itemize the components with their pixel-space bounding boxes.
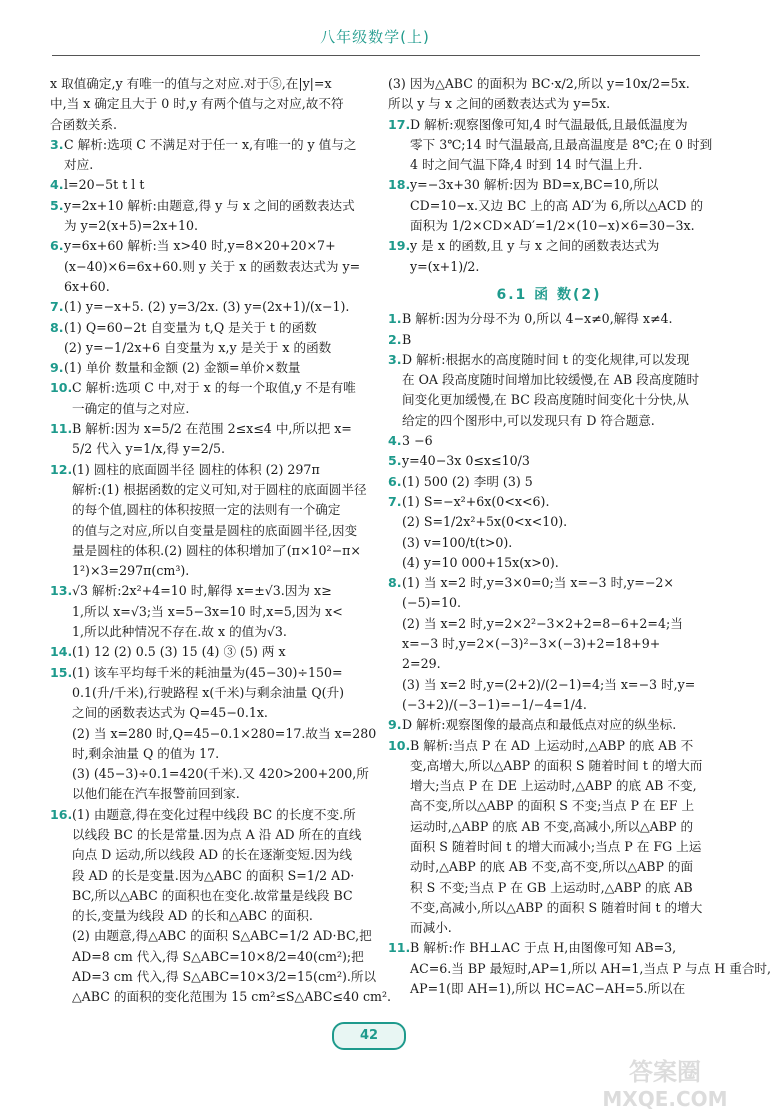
answer-line: 零下 3℃;14 时气温最高,且最高温度是 8℃;在 0 时到 bbox=[410, 136, 713, 152]
item-number: 7. bbox=[50, 299, 64, 315]
item-number: 8. bbox=[388, 575, 402, 591]
answer-line: 动时,△ABP 的底 AB 不变,高不变,所以△ABP 的面 bbox=[410, 859, 694, 875]
answer-item bbox=[50, 175, 378, 195]
page-header bbox=[0, 0, 750, 70]
answer-line: D 解析:根据水的高度随时间 t 的变化规律,可以发现 bbox=[402, 351, 690, 367]
svg-text:MXQE.COM: MXQE.COM bbox=[602, 1087, 728, 1111]
answer-line: (1) 500 (2) 李明 (3) 5 bbox=[402, 473, 533, 489]
section-heading: 6.1 函 数(2) bbox=[496, 286, 602, 303]
answer-line: 增大;当点 P 在 DE 上运动时,△ABP 的底 AB 不变, bbox=[410, 778, 697, 794]
answer-item bbox=[50, 581, 378, 642]
answer-line: 不变,高减小,所以△ABP 的面积 S 随着时间 t 的增大 bbox=[410, 899, 703, 915]
answer-line: (4) y=10 000+15x(x>0). bbox=[402, 554, 559, 570]
header-title: 八年级数学(上) bbox=[320, 28, 430, 46]
answer-line: 向点 D 运动,所以线段 AD 的长在逐渐变短.因为线 bbox=[72, 847, 352, 863]
item-number: 5. bbox=[50, 197, 64, 213]
svg-text:答案圈: 答案圈 bbox=[629, 1058, 701, 1086]
answer-line: CD=10−x.又边 BC 上的高 AD′为 6,所以△ACD 的 bbox=[410, 197, 704, 213]
answer-line: (−5)=10. bbox=[402, 595, 461, 611]
answer-line: 为 y=2(x+5)=2x+10. bbox=[64, 218, 199, 234]
item-number: 16. bbox=[50, 806, 73, 822]
answer-item bbox=[50, 297, 378, 317]
answer-item bbox=[388, 330, 710, 350]
watermark-logo bbox=[590, 1052, 740, 1112]
answer-line: 的每个值,圆柱的体积按照一定的法则有一个确定 bbox=[72, 502, 341, 518]
answer-line: B bbox=[402, 331, 412, 347]
answer-line: y=(x+1)/2. bbox=[410, 258, 480, 274]
answer-line: (1) 由题意,得在变化过程中线段 BC 的长度不变.所 bbox=[72, 806, 356, 822]
item-number: 11. bbox=[50, 421, 73, 437]
answer-line: 而减小. bbox=[410, 920, 452, 936]
answer-item bbox=[50, 460, 378, 582]
answer-line: 面积为 1/2×CD×AD′=1/2×(10−x)×6=30−3x. bbox=[410, 218, 695, 234]
answer-line: (3) 当 x=2 时,y=(2+2)/(2−1)=4;当 x=−3 时,y= bbox=[402, 676, 696, 692]
answer-line: (2) y=−1/2x+6 自变量为 x,y 是关于 x 的函数 bbox=[64, 339, 332, 355]
answer-item bbox=[50, 663, 378, 805]
item-number: 10. bbox=[50, 380, 73, 396]
item-number: 12. bbox=[50, 461, 73, 477]
answer-line: 在 OA 段高度随时间增加比较缓慢,在 AB 段高度随时 bbox=[402, 372, 700, 388]
answer-item bbox=[50, 805, 392, 1008]
answer-line: 对应. bbox=[64, 157, 94, 173]
item-number: 9. bbox=[50, 360, 64, 376]
answer-item bbox=[50, 236, 378, 297]
answer-item bbox=[50, 358, 378, 378]
answer-item bbox=[50, 642, 378, 662]
answer-item bbox=[388, 175, 710, 236]
item-number: 9. bbox=[388, 717, 402, 733]
answer-line: AD=3 cm 代入,得 S△ABC=10×3/2=15(cm²).所以 bbox=[72, 969, 377, 985]
answer-line: 以线段 BC 的长是常量.因为点 A 沿 AD 所在的直线 bbox=[72, 826, 362, 842]
answer-item bbox=[388, 938, 771, 999]
answer-line: 运动时,△ABP 的底 AB 不变,高减小,所以△ABP 的 bbox=[410, 818, 694, 834]
answer-item bbox=[388, 309, 710, 329]
answer-line: x=−3 时,y=2×(−3)²−3×(−3)+2=18+9+ bbox=[402, 636, 661, 652]
page-number: 42 bbox=[332, 1022, 406, 1050]
answer-line: 以他们能在汽车报警前回到家. bbox=[72, 786, 240, 802]
answer-line: 合函数关系. bbox=[50, 116, 117, 132]
answer-line: (−3+2)/(−3−1)=−1/−4=1/4. bbox=[402, 696, 587, 712]
item-number: 14. bbox=[50, 644, 73, 660]
answer-item bbox=[388, 573, 710, 715]
answer-line: AC=6.当 BP 最短时,AP=1,所以 AH=1,当点 P 与点 H 重合时, bbox=[410, 960, 771, 976]
answer-line: (1) 该车平均每千米的耗油量为(45−30)÷150= bbox=[72, 664, 343, 680]
answer-line: B 解析:因为分母不为 0,所以 4−x≠0,解得 x≠4. bbox=[402, 311, 673, 327]
answer-line: 中,当 x 确定且大于 0 时,y 有两个值与之对应,故不符 bbox=[50, 96, 344, 112]
answer-line: l=20−5t t l t bbox=[64, 177, 145, 193]
answer-line: 量是圆柱的体积.(2) 圆柱的体积增加了(π×10²−π× bbox=[72, 542, 361, 558]
item-number: 3. bbox=[50, 136, 64, 152]
answer-line: (3) 因为△ABC 的面积为 BC·x/2,所以 y=10x/2=5x. bbox=[388, 76, 690, 91]
answer-line: 4 时之间气温下降,4 时到 14 时气温上升. bbox=[410, 157, 643, 173]
answer-line: (3) (45−3)÷0.1=420(千米).又 420>200+200,所 bbox=[72, 766, 369, 782]
answer-line: 的值与之对应,所以自变量是圆柱的底面圆半径,因变 bbox=[72, 522, 358, 538]
answer-line: x 取值确定,y 有唯一的值与之对应.对于⑤,在|y|=x bbox=[50, 76, 332, 91]
answer-line: B 解析:当点 P 在 AD 上运动时,△ABP 的底 AB 不 bbox=[410, 737, 694, 753]
answer-item bbox=[388, 492, 710, 573]
answer-line: C 解析:选项 C 中,对于 x 的每一个取值,y 不是有唯 bbox=[72, 380, 356, 396]
answer-line: (1) y=−x+5. (2) y=3/2x. (3) y=(2x+1)/(x−1). bbox=[64, 299, 350, 315]
answer-line: 高不变,所以△ABP 的面积 S 不变;当点 P 在 EF 上 bbox=[410, 798, 695, 814]
answer-line: 给定的四个图形中,可以发现只有 D 符合题意. bbox=[402, 412, 655, 428]
answer-line: 1,所以此种情况不存在.故 x 的值为√3. bbox=[72, 624, 287, 640]
answer-line: 2=29. bbox=[402, 656, 441, 672]
header-rule bbox=[52, 55, 700, 56]
item-number: 18. bbox=[388, 177, 411, 193]
answer-line: AD=8 cm 代入,得 S△ABC=10×8/2=40(cm²);把 bbox=[72, 948, 364, 964]
answer-item bbox=[50, 135, 378, 176]
item-number: 7. bbox=[388, 493, 402, 509]
answer-line: 一确定的值与之对应. bbox=[72, 400, 190, 416]
answer-line: 段 AD 的长是变量.因为△ABC 的面积 S=1/2 AD· bbox=[72, 867, 355, 883]
item-number: 10. bbox=[388, 737, 411, 753]
answer-line: AP=1(即 AH=1),所以 HC=AC−AH=5.所以在 bbox=[410, 981, 686, 997]
answer-line: y=40−3x 0≤x≤10/3 bbox=[402, 453, 530, 469]
answer-line: √3 解析:2x²+4=10 时,解得 x=±√3.因为 x≥ bbox=[72, 583, 332, 599]
item-number: 6. bbox=[50, 238, 64, 254]
answer-item bbox=[50, 74, 378, 135]
answer-line: 面积 S 随着时间 t 的增大而减小;当点 P 在 FG 上运 bbox=[410, 838, 702, 854]
item-number: 6. bbox=[388, 473, 402, 489]
answer-line: 变,高增大,所以△ABP 的面积 S 随着时间 t 的增大而 bbox=[410, 757, 703, 773]
answer-line: 1,所以 x=√3;当 x=5−3x=10 时,x=5,因为 x< bbox=[72, 603, 343, 619]
item-number: 13. bbox=[50, 583, 73, 599]
item-number: 4. bbox=[50, 177, 64, 193]
answer-line: 5/2 代入 y=1/x,得 y=2/5. bbox=[72, 441, 226, 457]
answer-line: C 解析:选项 C 不满足对于任一 x,有唯一的 y 值与之 bbox=[64, 136, 357, 152]
answer-line: (3) v=100/t(t>0). bbox=[402, 534, 513, 550]
item-number: 3. bbox=[388, 351, 402, 367]
item-number: 15. bbox=[50, 664, 73, 680]
answer-line: BC,所以△ABC 的面积也在变化.故常量是线段 BC bbox=[72, 887, 353, 903]
item-number: 8. bbox=[50, 319, 64, 335]
right-column bbox=[388, 74, 771, 999]
answer-line: 所以 y 与 x 之间的函数表达式为 y=5x. bbox=[388, 96, 611, 112]
item-number: 11. bbox=[388, 940, 411, 956]
answer-line: y=6x+60 解析:当 x>40 时,y=8×20+20×7+ bbox=[64, 238, 336, 254]
answer-line: D 解析:观察图像的最高点和最低点对应的纵坐标. bbox=[402, 717, 677, 733]
answer-line: (1) S=−x²+6x(0<x<6). bbox=[402, 493, 550, 509]
answer-line: 0.1(升/千米),行驶路程 x(千米)与剩余油量 Q(升) bbox=[72, 684, 345, 700]
answer-line: (1) Q=60−2t 自变量为 t,Q 是关于 t 的函数 bbox=[64, 319, 317, 335]
answer-line: (x−40)×6=6x+60.则 y 关于 x 的函数表达式为 y= bbox=[64, 258, 361, 274]
item-number: 4. bbox=[388, 433, 402, 449]
answer-line: y=2x+10 解析:由题意,得 y 与 x 之间的函数表达式 bbox=[64, 197, 355, 213]
answer-line: 时,剩余油量 Q 的值为 17. bbox=[72, 745, 220, 761]
answer-line: (2) 当 x=2 时,y=2×2²−3×2+2=8−6+2=4;当 bbox=[402, 615, 683, 631]
answer-line: 解析:(1) 根据函数的定义可知,对于圆柱的底面圆半径 bbox=[72, 481, 367, 497]
answer-line: (1) 当 x=2 时,y=3×0=0;当 x=−3 时,y=−2× bbox=[402, 575, 674, 591]
answer-line: (1) 12 (2) 0.5 (3) 15 (4) ③ (5) 两 x bbox=[72, 644, 286, 660]
answer-item bbox=[50, 318, 378, 359]
answer-item bbox=[388, 451, 710, 471]
answer-item bbox=[388, 736, 710, 939]
answer-line: B 解析:因为 x=5/2 在范围 2≤x≤4 中,所以把 x= bbox=[72, 421, 352, 437]
answer-line: (1) 圆柱的底面圆半径 圆柱的体积 (2) 297π bbox=[72, 461, 320, 477]
item-number: 19. bbox=[388, 238, 411, 254]
answer-line: 1²)×3=297π(cm³). bbox=[72, 563, 190, 579]
answer-line: (2) S=1/2x²+5x(0<x<10). bbox=[402, 514, 568, 530]
answer-item bbox=[388, 431, 710, 451]
item-number: 5. bbox=[388, 453, 402, 469]
answer-line: (2) 由题意,得△ABC 的面积 S△ABC=1/2 AD·BC,把 bbox=[72, 928, 372, 944]
answer-line: y=−3x+30 解析:因为 BD=x,BC=10,所以 bbox=[410, 177, 659, 193]
answer-line: 间变化更加缓慢,在 BC 段高度随时间变化十分快,从 bbox=[402, 392, 690, 408]
answer-line: B 解析:作 BH⊥AC 于点 H,由图像可知 AB=3, bbox=[410, 940, 677, 956]
item-number: 17. bbox=[388, 116, 411, 132]
answer-line: △ABC 的面积的变化范围为 15 cm²≤S△ABC≤40 cm². bbox=[72, 989, 392, 1005]
answer-item bbox=[388, 115, 713, 176]
answer-line: 3 −6 bbox=[402, 433, 433, 449]
answer-line: 6x+60. bbox=[64, 278, 110, 294]
answer-line: (2) 当 x=280 时,Q=45−0.1×280=17.故当 x=280 bbox=[72, 725, 377, 741]
answer-item bbox=[50, 196, 378, 237]
answer-item bbox=[388, 74, 710, 115]
answer-item bbox=[50, 419, 378, 460]
answer-line: y 是 x 的函数,且 y 与 x 之间的函数表达式为 bbox=[410, 238, 660, 254]
answer-item bbox=[388, 350, 710, 431]
answer-item bbox=[50, 378, 378, 419]
left-column bbox=[50, 74, 392, 1008]
answer-line: 之间的函数表达式为 Q=45−0.1x. bbox=[72, 705, 268, 721]
answer-item bbox=[388, 472, 710, 492]
answer-line: D 解析:观察图像可知,4 时气温最低,且最低温度为 bbox=[410, 116, 688, 132]
answer-line: (1) 单价 数量和金额 (2) 金额=单价×数量 bbox=[64, 360, 301, 376]
answer-item bbox=[388, 236, 710, 277]
answer-line: 积 S 不变;当点 P 在 GB 上运动时,△ABP 的底 AB bbox=[410, 879, 693, 895]
item-number: 1. bbox=[388, 311, 402, 327]
answer-item bbox=[388, 715, 710, 735]
answer-line: 的长,变量为线段 AD 的长和△ABC 的面积. bbox=[72, 908, 313, 924]
item-number: 2. bbox=[388, 331, 402, 347]
